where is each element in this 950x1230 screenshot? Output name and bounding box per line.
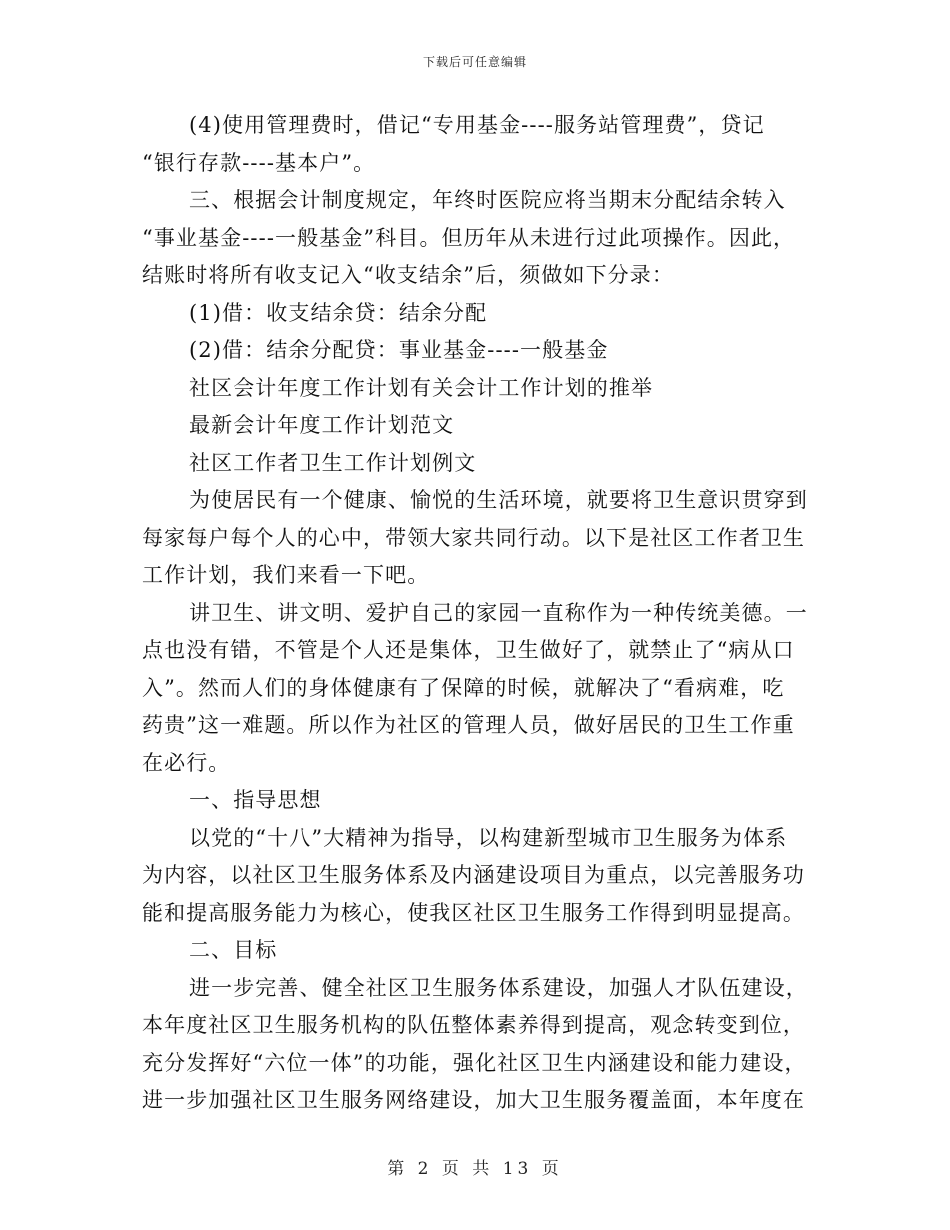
text-line: 在必行。 [142, 750, 231, 775]
text-line: (4)使用管理费时，借记“专用基金----服务站管理费”，贷记 [189, 113, 765, 137]
text-line: (2)借：结余分配贷：事业基金----一般基金 [189, 338, 609, 362]
text-line: 为使居民有一个健康、愉悦的生活环境，就要将卫生意识贯穿到 [189, 488, 808, 512]
text-line: 充分发挥好“六位一体”的功能，强化社区卫生内涵建设和能力建设， [142, 1050, 807, 1075]
text-line: 进一步完善、健全社区卫生服务体系建设，加强人才队伍建设， [189, 975, 808, 1000]
text-line: 一、指导思想 [189, 788, 322, 812]
text-line: 入”。然而人们的身体健康有了保障的时候，就解决了“看病难，吃 [142, 675, 785, 700]
text-line: 能和提高服务能力为核心，使我区社区卫生服务工作得到明显提高。 [142, 900, 805, 925]
text-line: (1)借：收支结余贷：结余分配 [189, 300, 488, 325]
text-line: 以党的“十八”大精神为指导，以构建新型城市卫生服务为体系 [189, 825, 788, 850]
text-line: “银行存款----基本户”。 [142, 150, 376, 175]
text-line: 本年度社区卫生服务机构的队伍整体素养得到提高，观念转变到位， [142, 1013, 805, 1037]
text-line: 最新会计年度工作计划范文 [189, 413, 455, 437]
text-line: 结账时将所有收支记入“收支结余”后，须做如下分录： [142, 263, 674, 287]
text-line: “事业基金----一般基金”科目。但历年从未进行过此项操作。因此， [142, 225, 796, 250]
document-body [142, 107, 812, 1120]
text-line: 社区工作者卫生工作计划例文 [189, 450, 477, 475]
text-line: 为内容，以社区卫生服务体系及内涵建设项目为重点，以完善服务功 [142, 863, 805, 887]
text-line: 药贵”这一难题。所以作为社区的管理人员，做好居民的卫生工作重 [142, 713, 795, 737]
text-line: 进一步加强社区卫生服务网络建设，加大卫生服务覆盖面，本年度在 [142, 1088, 805, 1112]
text-line: 每家每户每个人的心中，带领大家共同行动。以下是社区工作者卫生 [142, 525, 805, 550]
page-header: 下载后可任意编辑 [422, 55, 527, 69]
text-line: 三、根据会计制度规定，年终时医院应将当期末分配结余转入 [189, 188, 786, 212]
text-line: 社区会计年度工作计划有关会计工作计划的推举 [189, 375, 654, 400]
text-line: 讲卫生、讲文明、爱护自己的家园一直称作为一种传统美德。一 [189, 600, 808, 625]
page-number: 第 2 页 共 13 页 [387, 1159, 563, 1179]
text-line: 点也没有错，不管是个人还是集体，卫生做好了，就禁止了“病从口 [142, 638, 795, 662]
text-line: 工作计划，我们来看一下吧。 [142, 563, 430, 587]
text-line: 二、目标 [189, 938, 278, 962]
